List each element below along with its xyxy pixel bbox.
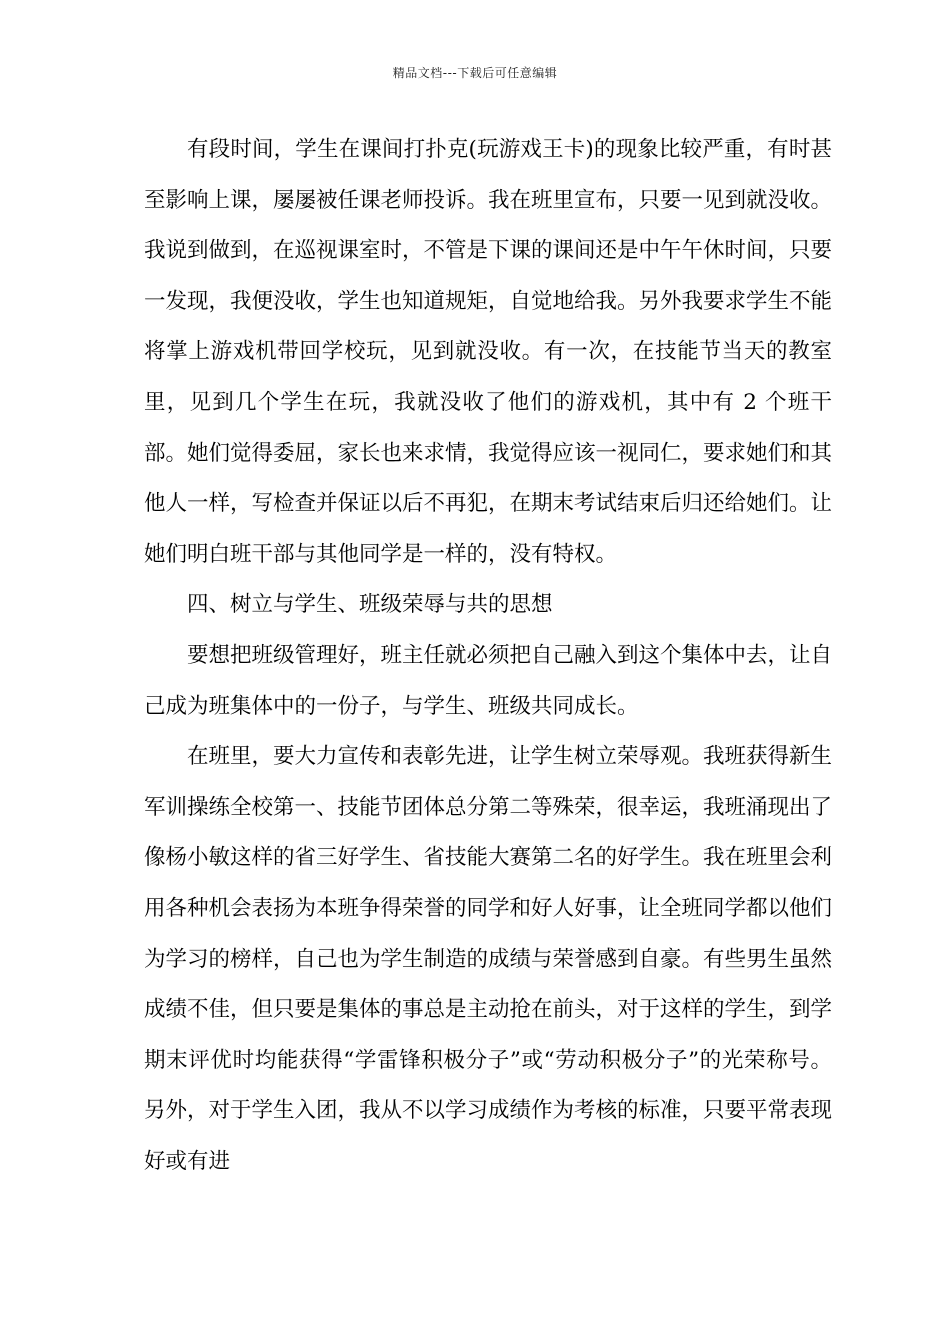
paragraph-integration: 要想把班级管理好，班主任就必须把自己融入到这个集体中去，让自己成为班集体中的一份子，与学生、班级共同成长。 [144,642,833,719]
section-heading-honor: 四、树立与学生、班级荣辱与共的思想 [187,592,553,618]
document-body [144,125,832,1187]
paragraph-confiscation: 有段时间，学生在课间打扑克(玩游戏王卡)的现象比较严重，有时甚至影响上课，屡屡被任课老师投诉。我在班里宣布，只要一见到就没收。我说到做到，在巡视课室时，不管是下课的课间还是中午午休时间，只要一发现，我便没收，学生也知道规矩，自觉地给我。另外我要求学生不能将掌上游戏机带回学校玩，见到就没收。有一次，在技能节当天的教室里，见到几个学生在玩，我就没收了他们的游戏机，其中有 2 个班干部。她们觉得委屈，家长也来求情，我觉得应该一视同仁，要求她们和其他人一样，写检查并保证以后不再犯，在期末考试结束后归还给她们。让她们明白班干部与其他同学是一样的，没有特权。 [144,137,833,567]
page-header: 精品文档---下载后可任意编辑 [392,66,558,80]
paragraph-commendation: 在班里，要大力宣传和表彰先进，让学生树立荣辱观。我班获得新生军训操练全校第一、技能节团体总分第二等殊荣，很幸运，我班涌现出了像杨小敏这样的省三好学生、省技能大赛第二名的好学生。我在班里会利用各种机会表扬为本班争得荣誉的同学和好人好事，让全班同学都以他们为学习的榜样，自己也为学生制造的成绩与荣誉感到自豪。有些男生虽然成绩不佳，但只要是集体的事总是主动抢在前头，对于这样的学生，到学期末评优时均能获得“学雷锋积极分子”或“劳动积极分子”的光荣称号。另外，对于学生入团，我从不以学习成绩作为考核的标准，只要平常表现好或有进 [144,744,833,1174]
